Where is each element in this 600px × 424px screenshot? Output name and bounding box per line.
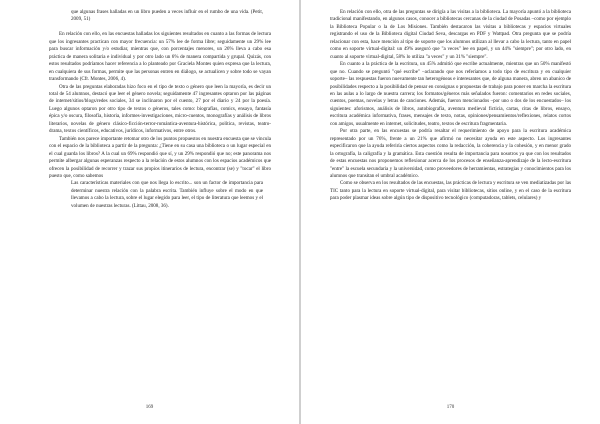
body-paragraph: En relación con ello, otra de las preguntas se dirigía a las visitas a la biblioteca. La mayoría apuntó a la biblioteca tradicional manifestando, en algunos casos, conocer a bibliotecas cercanas de la ciudad de Posadas –como por ejemplo la Biblioteca Popular o la de Los Misiones. También destacaron las visitas a bibliotecas y espacios virtuales registrando el uso de la Biblioteca digital Ciudad Seva, descargas en PDF y Wattpad. Otra pregunta que se podría relacionar con esta, hace mención al tipo de soporte que los alumnos utilizan al llevar a cabo la lectura, tanto en papel como en soporte virtual-digital: un 49% aseguró que "a veces" lee en papel, y un 44% "siempre"; por otro lado, en cuanto al soporte virtual-digital, 58% lo utiliza "a veces" y un 31% "siempre". [330, 9, 571, 60]
right-page [301, 0, 600, 424]
page-number: 169 [145, 405, 154, 410]
body-paragraph: Otra de las preguntas elaboradas hizo foco en el tipo de texto o género que leen la mayoría, es decir un total de 54 alumnos, destacó que leer el género novela; seguidamente 47 ingresantes optaron por las páginas de internet/sitios/blogs/redes sociales, 34 se inclinaron por el cuento, 27 por el diario y 24 por la poesía. Luego algunos optaron por otro tipo de textos o géneros, tales como: biografías, comics, ensayo, fantasía épica y/o oscura, filosofía, historia, informes-investigaciones, micro-cuentos, monografías y análisis de libros literarios, novelas de género clásico-ficción-terror-romántica-aventura-histórica, política, revistas, teatro-drama, textos científicos, educativos, jurídicos, informativos, entre otros. [49, 83, 271, 135]
page-number: 170 [446, 405, 455, 410]
left-page [0, 0, 299, 424]
body-paragraph: También nos parece importante retomar otro de los puntos propuestos en nuestra encuesta que se vincula con el espacio de la biblioteca a partir de la pregunta: ¿Tiene en su casa una biblioteca o un lugar especial en el cual guarda los libros? A la cual un 69% respondió que sí, y un 29% respondió que no; este panorama nos permite albergar algunas esperanzas respecto a la relación de estos alumnos con los espacios académicos que ofrecen la posibilidad de recorrer y trazar sus propios itinerarios de lectura, encontrar (se) y "tocar" el libro puesto que, como sabemos [49, 135, 271, 179]
body-paragraph: Por otra parte, en las encuestas se podría resaltar el requerimiento de apoyo para la escritura académica representado por un 76%, frente a un 21% que afirmó no necesitar ayuda en este aspecto. Los ingresantes especificaron que la ayuda referiría ciertos aspectos como la redacción, la coherencia y la cohesión, y en menor grado la ortografía, la caligrafía y la gramática. Esta cuestión resulta de importancia para nosotros ya que con los resultados de estas encuestas nos proponemos reflexionar acerca de los procesos de enseñanza-aprendizaje de la lecto-escritura "entre" la escuela secundaria y la universidad, como proveedores de herramientas, estrategias y conocimientos para los alumnos que transitan el umbral académico. [330, 128, 571, 179]
body-paragraph: En cuanto a la práctica de la escritura, un 45% admitió que escribe actualmente, mientras que un 50% manifestó que no. Cuando se preguntó "qué escribe" –aclarando que nos referíamos a todo tipo de escritura y en cualquier soporte– las respuestas fueron nuevamente tan heterogéneas e interesantes que, de alguna manera, abren un abanico de posibilidades respecto a la posibilidad de pensar en consignas o propuestas de trabajo para poner en marcha la escritura en las aulas a lo largo de nuestra carrera; los formatos/géneros más señalados fueron: comentarios en redes sociales, cuentos, poemas, novelas y letras de canciones. Además, fueron mencionados –por uno o dos de los encuestados– los siguientes: aforismos, análisis de libros, autobiografía, aventura medieval ficticia, cartas, citas de libros, ensayo, escritura académica informativa, frases, mensajes de texto, notas, opiniones/pensamientos/reflexiones, relatos cortos con amigos, usualmente en internet, solicitudes, teatro, textos de escritura fragmentaria. [330, 61, 571, 127]
right-page-text [330, 9, 571, 203]
block-quote: Las características materiales con que nos llega lo escrito... son un factor de importancia para determinar nuestra relación con la palabra escrita. También influye sobre el modo en que llevamos a cabo la lectura, sobre el lugar elegido para leer, el tipo de literatura que leemos y el volumen de nuestras lecturas. (Littau, 2008, 36). [71, 180, 263, 209]
body-paragraph: En relación con ello, en las encuestas halladas los siguientes resultados en cuanto a las formas de lectura que los ingresantes practican con mayor frecuencia: un 57% lee de forma libre; seguidamente un 29% lee para buscar información y/o estudiar, mientras que, con porcentajes menores, un 26% lleva a cabo esa práctica de manera solitaria e individual y por otro lado un 6% de manera compartida y grupal. Quizás, con estos resultados podríamos hacer referencia a lo planteado por Graciela Montes quien expresa que la lectura, en cualquiera de sus formas, permite que las personas entren en diálogo, se actualicen y sobre todo se vayan transformando (Cfr. Montes, 2006, 4). [49, 31, 271, 83]
block-quote: que algunas frases halladas en un libro pueden a veces influir en el rumbo de una vida. (Petit, 2009, 51) [71, 9, 263, 23]
left-page-text [49, 9, 271, 210]
body-paragraph: Como se observa en los resultados de las encuestas, las prácticas de lectura y escritura se ven mediatizadas por las TIC tanto para la lectura en soporte virtual-digital, para visitar bibliotecas, sitios online, y en el caso de la escritura para poder plasmar ideas sobre algún tipo de dispositivo tecnológico (computadoras, tablets, celulares) y [330, 180, 571, 202]
